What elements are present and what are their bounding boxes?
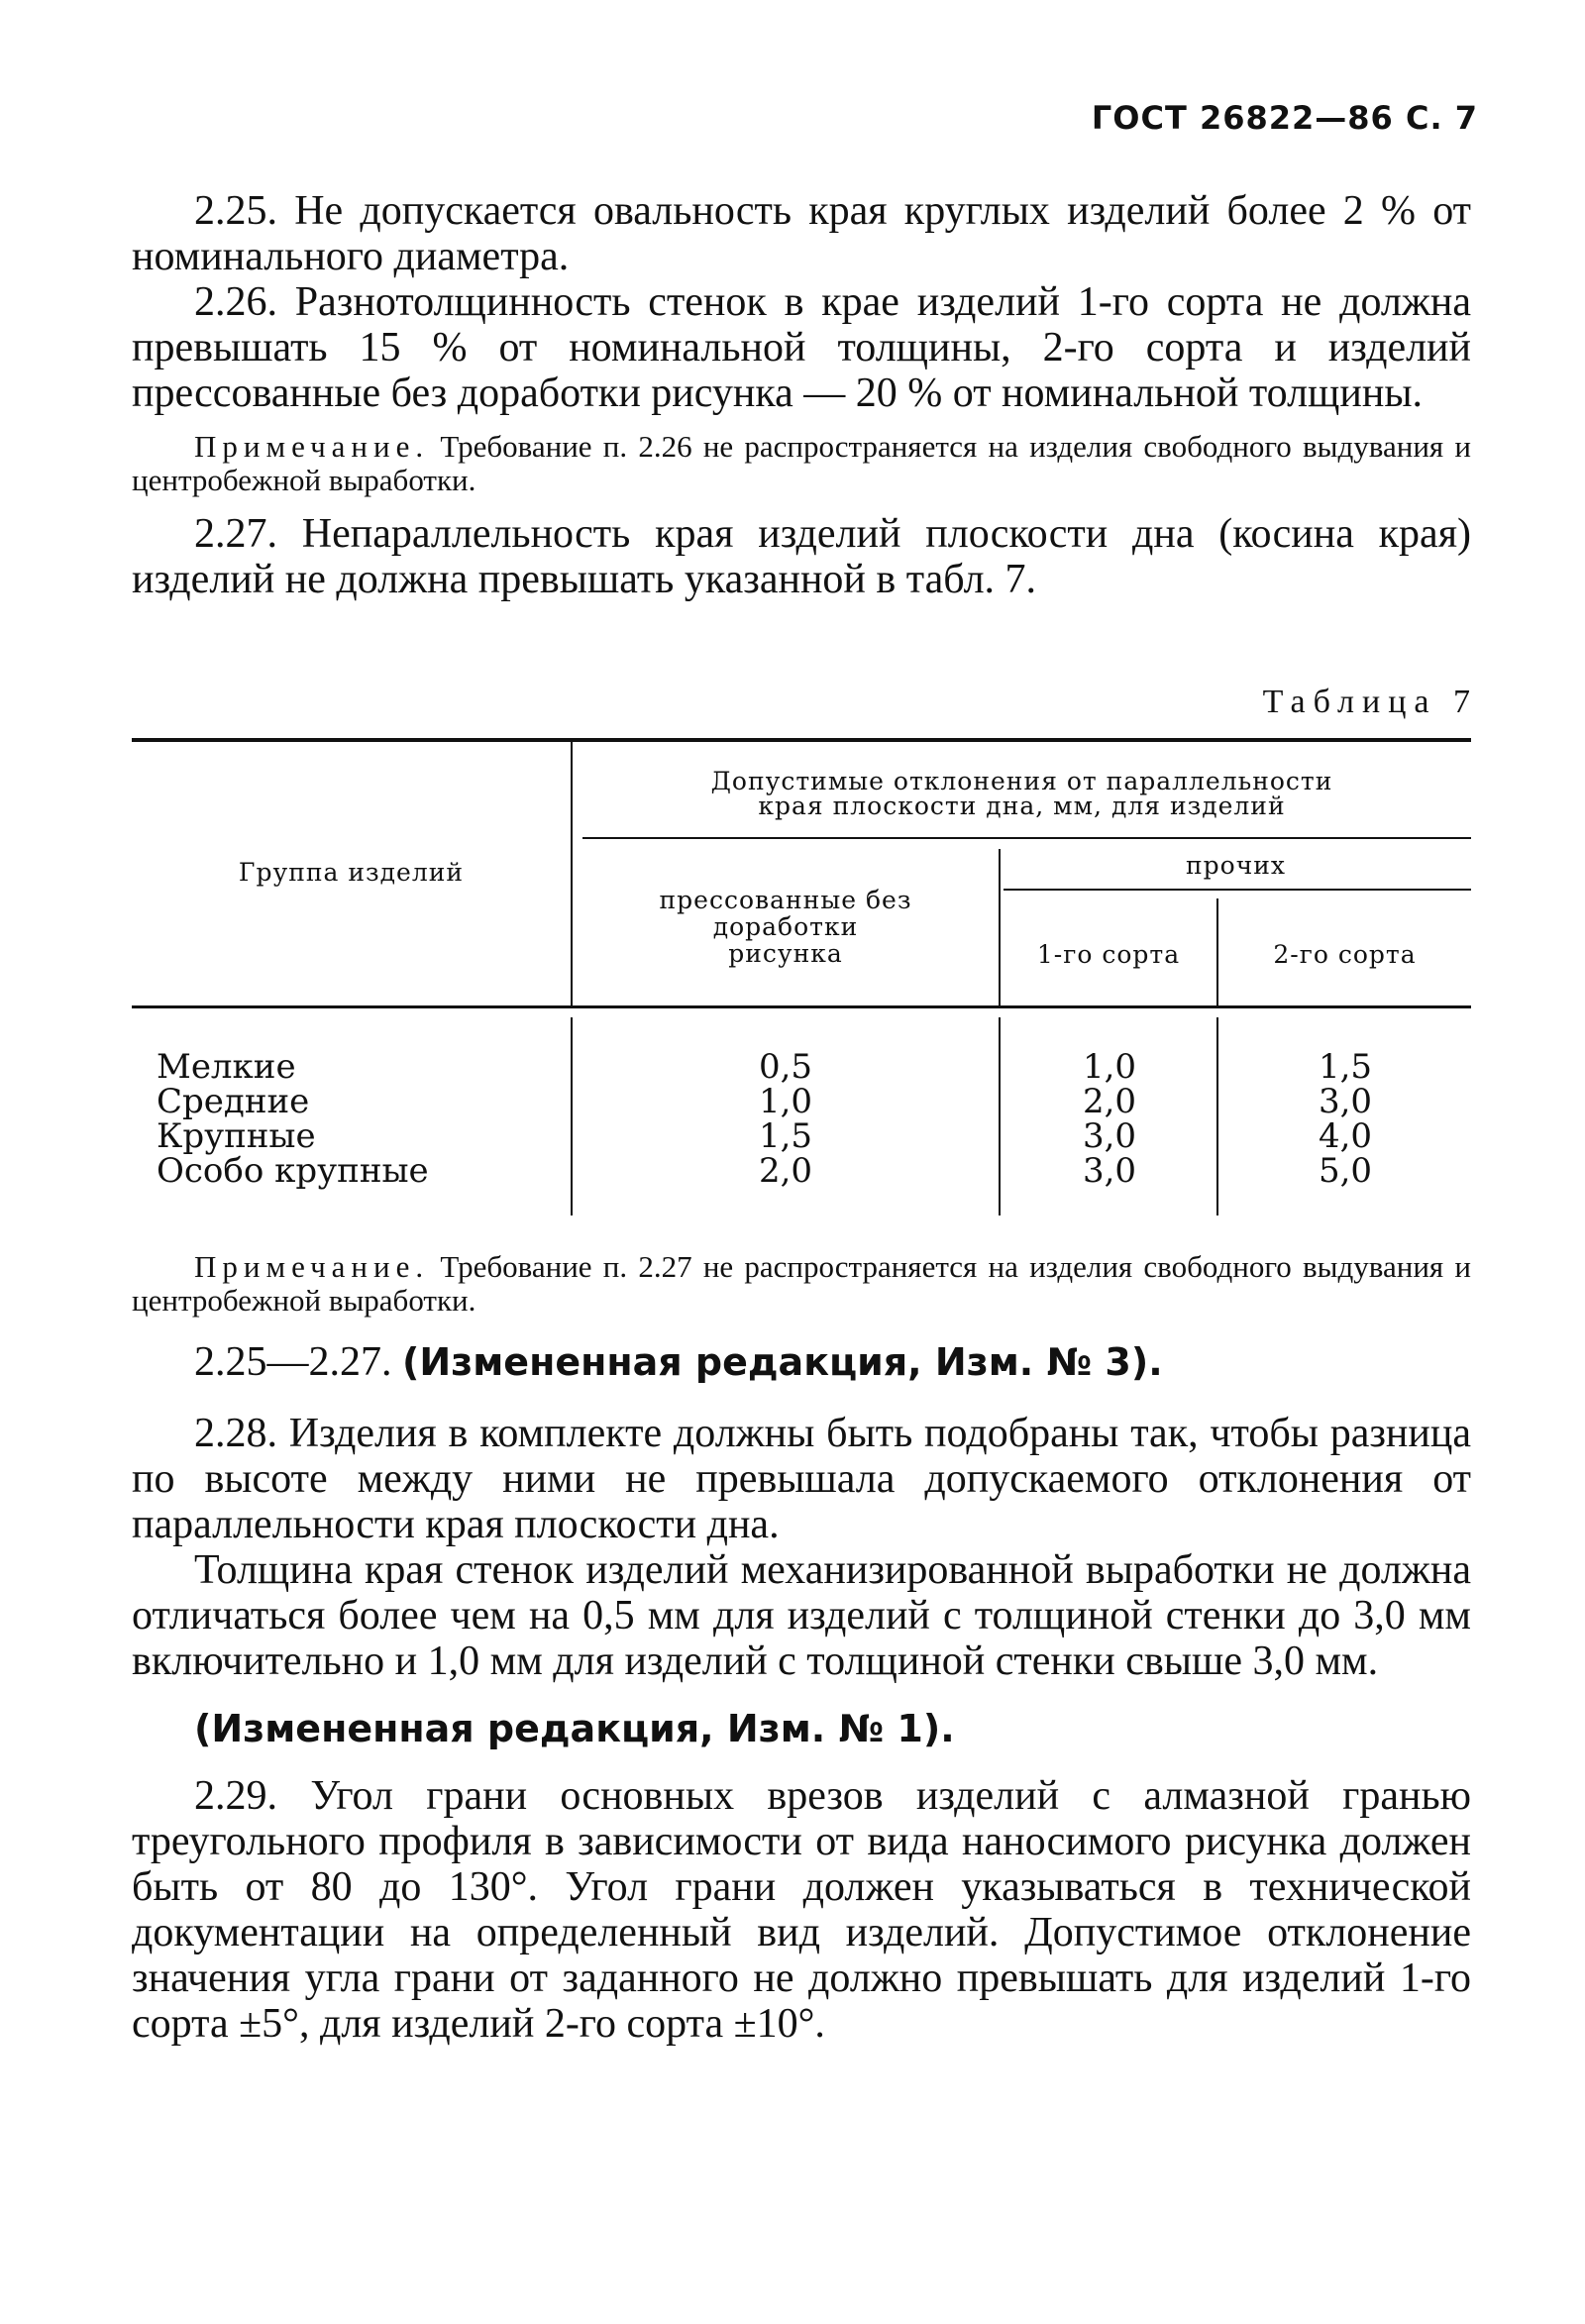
table-cell-group: Средние xyxy=(157,1082,310,1121)
table-top-rule xyxy=(132,738,1471,742)
table-cell-pressed: 1,0 xyxy=(758,1082,813,1121)
header-group: Группа изделий xyxy=(238,858,465,887)
table-cell-grade-1: 3,0 xyxy=(1082,1151,1137,1191)
note-2-label: Примечание. xyxy=(194,1249,430,1284)
table-other-rule xyxy=(1004,889,1471,891)
table-cell-group: Крупные xyxy=(157,1116,316,1156)
table-cell-grade-1: 3,0 xyxy=(1082,1116,1137,1156)
table-cell-grade-2: 4,0 xyxy=(1318,1116,1373,1156)
amendment-1-text: (Измененная редакция, Изм. № 1). xyxy=(194,1707,955,1750)
table-cell-grade-1: 2,0 xyxy=(1082,1082,1137,1121)
header-deviation-1: Допустимые отклонения от параллельности xyxy=(710,767,1333,795)
column-group xyxy=(157,1047,429,1191)
amendment-1 xyxy=(132,1706,1471,1751)
note-1 xyxy=(132,430,1471,497)
note-2 xyxy=(132,1250,1471,1318)
header-pressed-2: доработки xyxy=(712,912,859,941)
paragraph-2-26: 2.26. Разнотолщинность стенок в крае изделий 1-го сорта не должна превышать 15 % от номинальной толщины, 2-го сорта и изделий прессованные без доработки рисунка — 20 % от номинальной толщины. xyxy=(132,279,1471,416)
table-cell-grade-1: 1,0 xyxy=(1082,1047,1137,1087)
table-subheader-rule xyxy=(582,837,1471,839)
table-cell-grade-2: 5,0 xyxy=(1318,1151,1373,1191)
table-caption: Таблица 7 xyxy=(1262,684,1478,720)
table-vline-2-body xyxy=(999,1017,1001,1215)
amendment-3-text: (Измененная редакция, Изм. № 3). xyxy=(402,1340,1163,1384)
table-vline-3-body xyxy=(1216,1017,1218,1215)
table-header-rule xyxy=(132,1005,1471,1008)
table-vline-1-body xyxy=(571,1017,573,1215)
header-other: прочих xyxy=(1185,851,1286,880)
header-grade-1: 1-го сорта xyxy=(1036,940,1181,969)
table-cell-group: Особо крупные xyxy=(157,1151,429,1191)
header-pressed-1: прессованные без xyxy=(659,886,912,914)
section-top xyxy=(132,188,1471,602)
table-cell-pressed: 0,5 xyxy=(758,1047,813,1087)
table-cell-group: Мелкие xyxy=(157,1047,296,1087)
table-cell-grade-2: 3,0 xyxy=(1318,1082,1373,1121)
note-1-text: Требование п. 2.26 не распространяется на изделия свободного выдувания и центробежной выработки. xyxy=(132,429,1471,497)
amendment-3 xyxy=(132,1339,1471,1385)
paragraph-2-28: 2.28. Изделия в комплекте должны быть подобраны так, чтобы разница по высоте между ними не превышала допускаемого отклонения от параллельности края плоскости дна. xyxy=(132,1411,1471,1547)
column-grade-2 xyxy=(1276,1047,1415,1191)
header-pressed-3: рисунка xyxy=(728,939,843,968)
section-bottom xyxy=(132,1250,1471,2047)
column-grade-1 xyxy=(1040,1047,1179,1191)
paragraph-2-28-b: Толщина края стенок изделий механизированной выработки не должна отличаться более чем на 0,5 мм для изделий с толщиной стенки до 3,0 мм включительно и 1,0 мм для изделий с толщиной стенки свыше 3,0 мм. xyxy=(132,1547,1471,1684)
paragraph-2-25: 2.25. Не допускается овальность края круглых изделий более 2 % от номинального диаметра. xyxy=(132,188,1471,279)
amendment-3-prefix: 2.25—2.27. xyxy=(194,1339,402,1385)
table-cell-grade-2: 1,5 xyxy=(1318,1047,1373,1087)
note-1-label: Примечание. xyxy=(194,429,430,464)
header-deviation-2: края плоскости дна, мм, для изделий xyxy=(758,792,1286,820)
table-cell-pressed: 1,5 xyxy=(758,1116,813,1156)
page-header: ГОСТ 26822—86 С. 7 xyxy=(1091,99,1478,137)
paragraph-2-27: 2.27. Непараллельность края изделий плоскости дна (косина края) изделий не должна превышать указанной в табл. 7. xyxy=(132,511,1471,602)
table-7 xyxy=(132,738,1471,1218)
header-grade-2: 2-го сорта xyxy=(1273,940,1417,969)
paragraph-2-29: 2.29. Угол грани основных врезов изделий с алмазной гранью треугольного профиля в зависимости от вида наносимого рисунка должен быть от 80 до 130°. Угол грани должен указываться в технической документации на определенный вид изделий. Допустимое отклонение значения угла грани от заданного не должно превышать для изделий 1-го сорта ±5°, для изделий 2-го сорта ±10°. xyxy=(132,1773,1471,2047)
note-2-text: Требование п. 2.27 не распространяется на изделия свободного выдувания и центробежной выработки. xyxy=(132,1249,1471,1318)
table-cell-pressed: 2,0 xyxy=(758,1151,813,1191)
column-pressed xyxy=(716,1047,855,1191)
